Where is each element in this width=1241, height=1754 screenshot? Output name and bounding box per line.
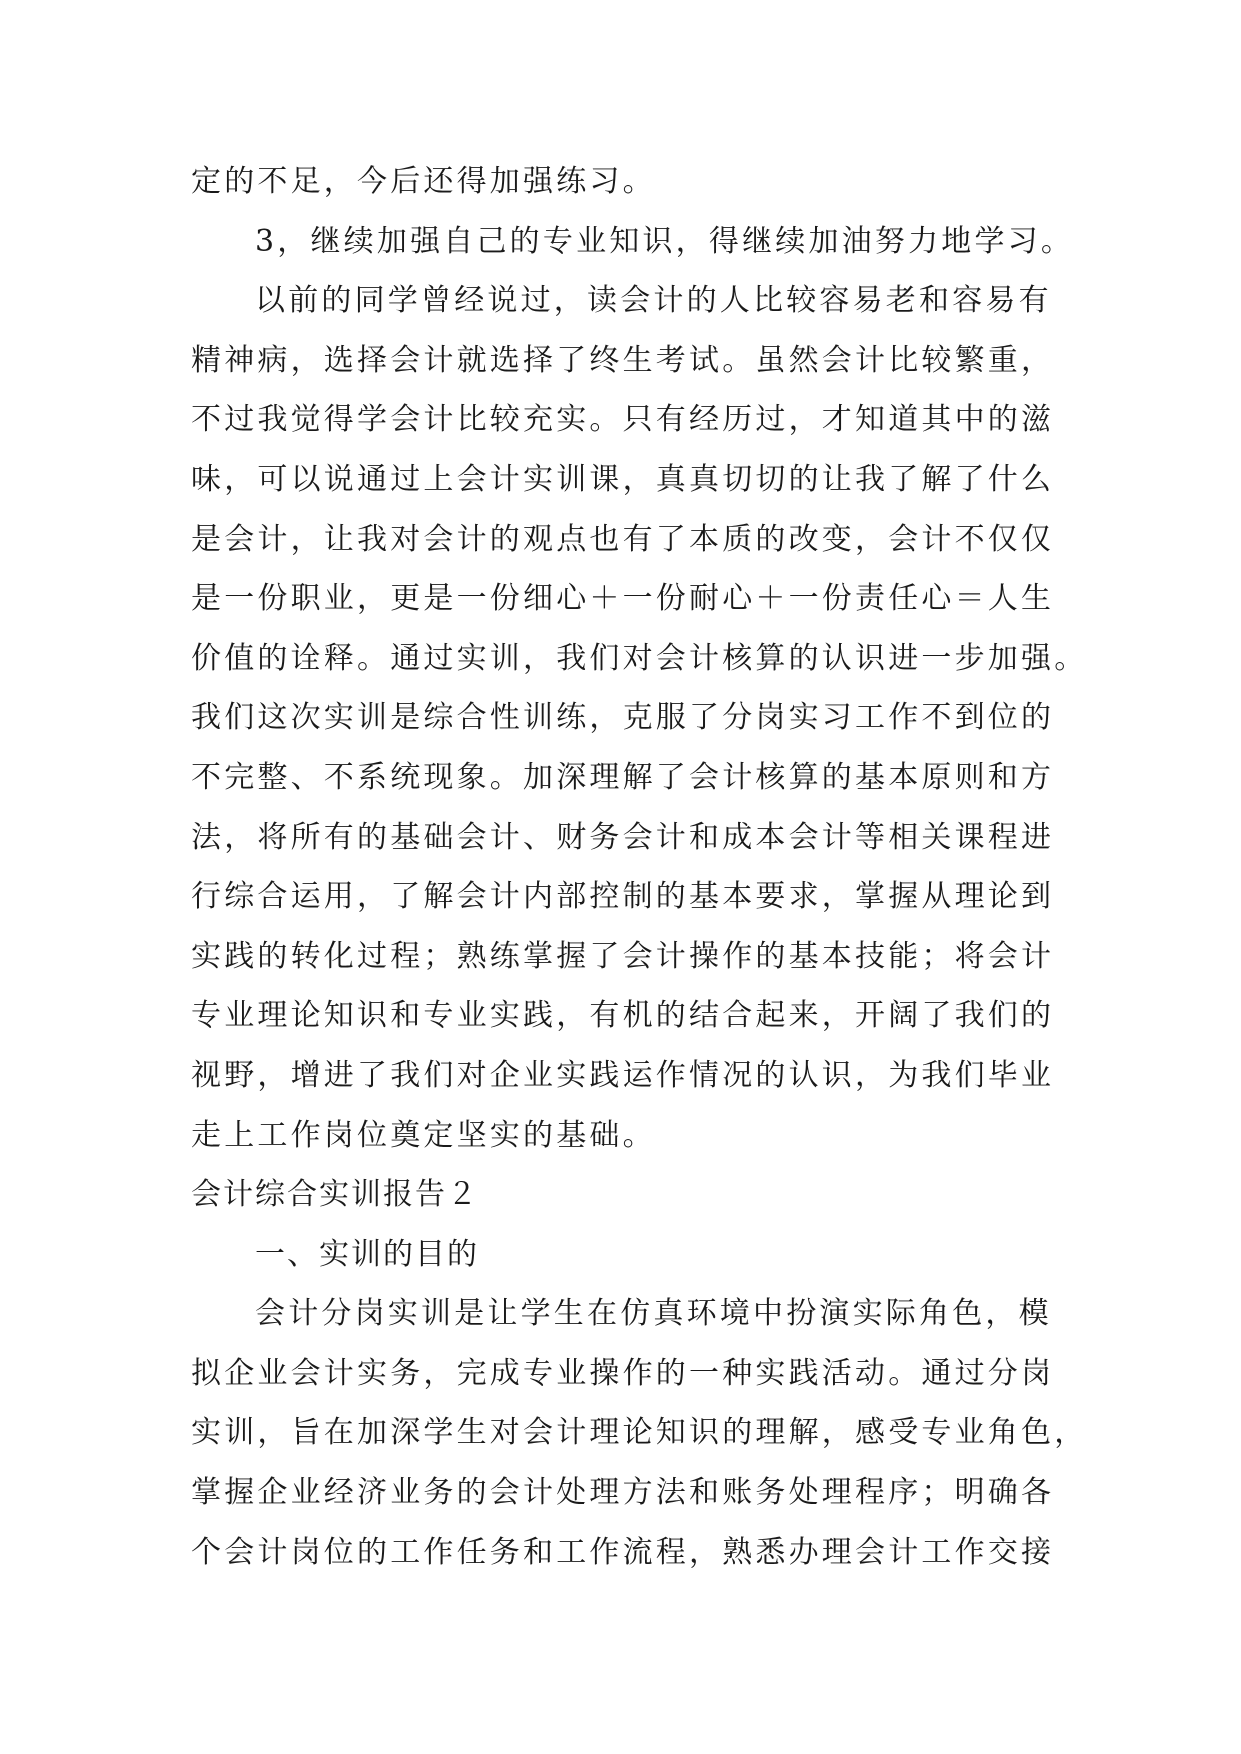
text-line: 拟企业会计实务，完成专业操作的一种实践活动。通过分岗 — [191, 1355, 1055, 1391]
text-line: 不过我觉得学会计比较充实。只有经历过，才知道其中的滋 — [191, 402, 1055, 438]
text-line: 掌握企业经济业务的会计处理方法和账务处理程序；明确各 — [191, 1475, 1055, 1511]
text-line: 味，可以说通过上会计实训课，真真切切的让我了解了什么 — [191, 461, 1055, 497]
text-line: 定的不足，今后还得加强练习。 — [191, 164, 656, 199]
text-line: 走上工作岗位奠定坚实的基础。 — [191, 1117, 656, 1153]
text-line: 价值的诠释。通过实训，我们对会计核算的认识进一步加强。 — [191, 640, 1088, 676]
text-line: 行综合运用，了解会计内部控制的基本要求，掌握从理论到 — [191, 879, 1055, 915]
text-line: 是会计，让我对会计的观点也有了本质的改变，会计不仅仅 — [191, 521, 1055, 557]
subsection-title: 一、实训的目的 — [255, 1236, 479, 1272]
text-line: 视野，增进了我们对企业实践运作情况的认识，为我们毕业 — [191, 1057, 1055, 1093]
text-line: 会计分岗实训是让学生在仿真环境中扮演实际角色，模 — [255, 1296, 1052, 1332]
text-line: 是一份职业，更是一份细心＋一份耐心＋一份责任心＝人生 — [191, 581, 1055, 617]
text-line: 精神病，选择会计就选择了终生考试。虽然会计比较繁重， — [191, 342, 1055, 378]
text-line: 我们这次实训是综合性训练，克服了分岗实习工作不到位的 — [191, 700, 1055, 736]
text-line: 以前的同学曾经说过，读会计的人比较容易老和容易有 — [255, 283, 1052, 319]
text-line: 实践的转化过程；熟练掌握了会计操作的基本技能；将会计 — [191, 938, 1055, 974]
text-line: 专业理论知识和专业实践，有机的结合起来，开阔了我们的 — [191, 998, 1055, 1034]
text-line: 3，继续加强自己的专业知识，得继续加油努力地学习。 — [255, 223, 1075, 259]
text-line: 个会计岗位的工作任务和工作流程，熟悉办理会计工作交接 — [191, 1534, 1055, 1570]
document-body — [191, 152, 1088, 1582]
section-title: 会计综合实训报告２ — [191, 1177, 479, 1213]
text-line: 实训，旨在加深学生对会计理论知识的理解，感受专业角色， — [191, 1415, 1088, 1451]
text-line: 不完整、不系统现象。加深理解了会计核算的基本原则和方 — [191, 759, 1055, 795]
text-line: 法，将所有的基础会计、财务会计和成本会计等相关课程进 — [191, 819, 1055, 855]
